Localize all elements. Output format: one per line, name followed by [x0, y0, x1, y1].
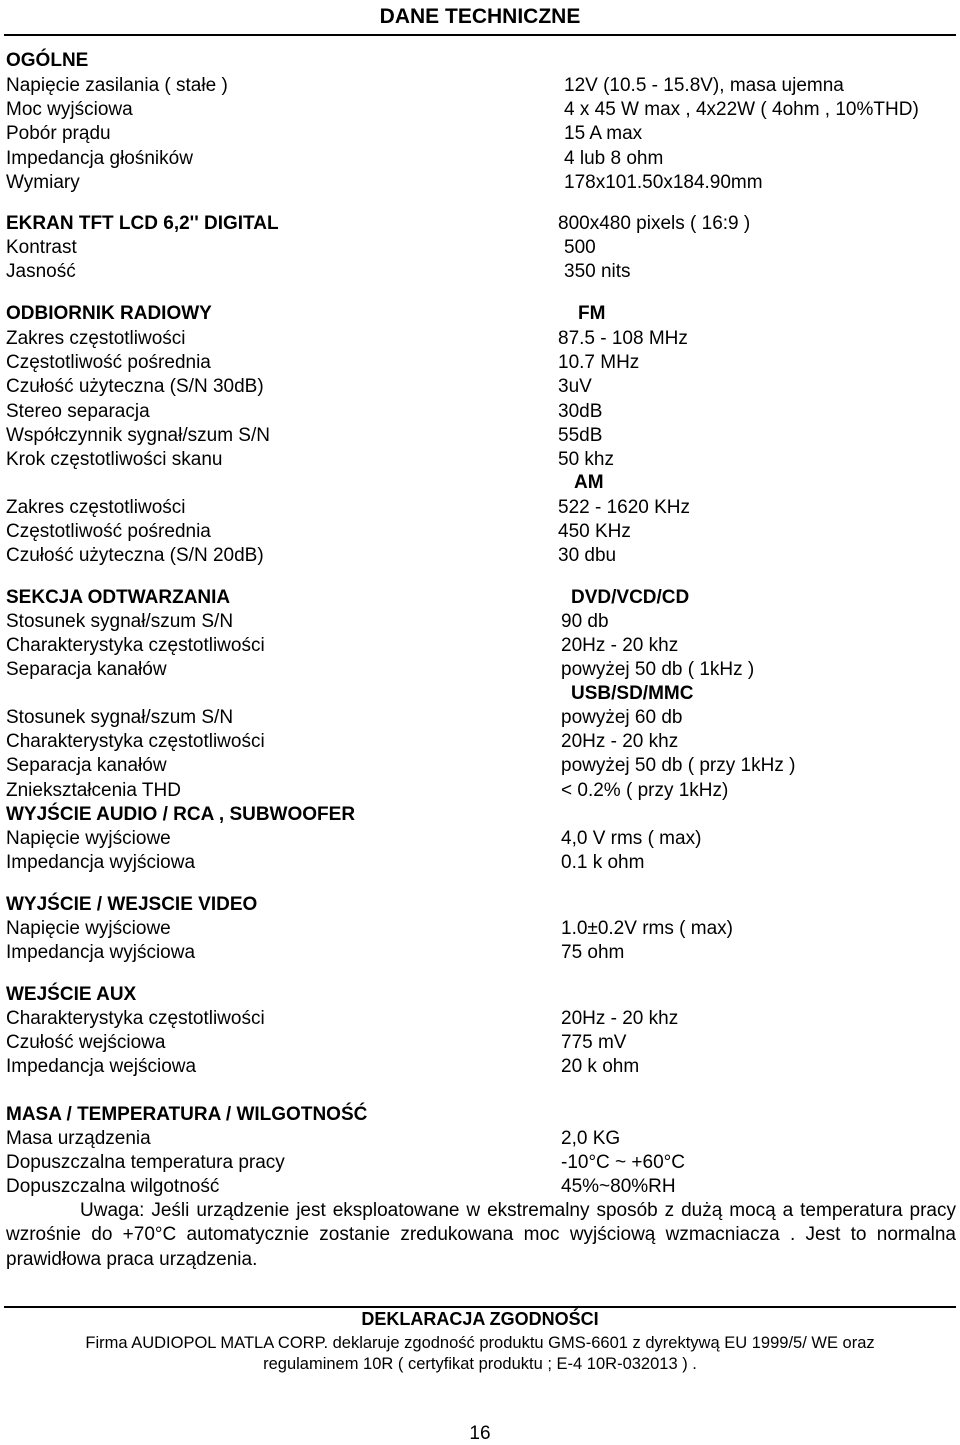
section-heading-label: SEKCJA ODTWARZANIA [6, 587, 231, 608]
spec-value: 0.1 k ohm [561, 852, 645, 874]
spec-label: Częstotliwość pośrednia [6, 521, 211, 543]
section-heading-value: FM [578, 303, 606, 324]
spec-value: 4 lub 8 ohm [564, 147, 664, 169]
spec-label: Charakterystyka częstotliwości [6, 731, 265, 753]
declaration-divider [4, 1306, 956, 1308]
spec-value: 30dB [558, 400, 603, 422]
subsection-heading-value: AM [574, 472, 604, 493]
spec-label: Stosunek sygnał/szum S/N [6, 707, 234, 728]
spec-label: Charakterystyka częstotliwości [6, 635, 265, 657]
declaration-title: DEKLARACJA ZGODNOŚCI [361, 1309, 599, 1329]
spec-label: Dopuszczalna temperatura pracy [6, 1152, 285, 1174]
spec-label: Dopuszczalna wilgotność [6, 1176, 220, 1198]
page-number: 16 [469, 1423, 491, 1444]
spec-label: Stosunek sygnał/szum S/N [6, 611, 234, 632]
spec-label: Częstotliwość pośrednia [6, 352, 211, 374]
section-heading-value: 800x480 pixels ( 16:9 ) [558, 213, 751, 234]
spec-value: 55dB [558, 424, 603, 446]
spec-value: 20Hz - 20 khz [561, 731, 679, 753]
spec-value: 45%~80%RH [561, 1176, 676, 1198]
spec-value: 10.7 MHz [558, 352, 640, 374]
spec-value: 522 - 1620 KHz [558, 497, 691, 518]
spec-label: Napięcie zasilania ( stałe ) [6, 75, 228, 96]
spec-value: 50 khz [558, 449, 614, 470]
spec-label: Czułość użyteczna (S/N 20dB) [6, 545, 264, 567]
section-heading-label: OGÓLNE [6, 50, 89, 71]
spec-value: 775 mV [561, 1032, 627, 1054]
spec-label: Wymiary [6, 171, 80, 193]
spec-value: 178x101.50x184.90mm [564, 171, 763, 193]
spec-value: 12V (10.5 - 15.8V), masa ujemna [564, 75, 844, 96]
spec-label: Impedancja wyjściowa [6, 942, 196, 964]
spec-value: 1.0±0.2V rms ( max) [561, 918, 733, 939]
title-divider [4, 34, 956, 36]
spec-label: Pobór prądu [6, 123, 111, 145]
spec-value: powyżej 50 db ( przy 1kHz ) [561, 755, 796, 777]
spec-label: Zakres częstotliwości [6, 497, 186, 518]
spec-value: powyżej 60 db [561, 707, 683, 728]
spec-label: Zniekształcenia THD [6, 779, 181, 801]
spec-value: 20Hz - 20 khz [561, 635, 679, 657]
section-heading-label: EKRAN TFT LCD 6,2'' DIGITAL [6, 213, 279, 234]
spec-value: 15 A max [564, 123, 643, 145]
warning-note: Uwaga: Jeśli urządzenie jest eksploatowane w ekstremalny sposób z dużą mocą a temperatura pracy wzrośnie do +70°C automatycznie zostanie zredukowana moc wyjściową wzmacniacza . Jest to normalna prawidłowa praca urządzenia. [6, 1200, 956, 1270]
spec-label: Współczynnik sygnał/szum S/N [6, 424, 270, 446]
spec-value: 350 nits [564, 261, 631, 283]
spec-label: Napięcie wyjściowe [6, 918, 171, 939]
spec-value: 4,0 V rms ( max) [561, 828, 702, 849]
declaration-line-2: regulaminem 10R ( certyfikat produktu ; E-4 10R-032013 ) . [263, 1355, 697, 1373]
section-heading-value: DVD/VCD/CD [571, 587, 690, 608]
spec-value: 2,0 KG [561, 1128, 621, 1149]
spec-label: Impedancja głośników [6, 147, 193, 169]
section-heading-label: MASA / TEMPERATURA / WILGOTNOŚĆ [6, 1104, 368, 1125]
spec-value: 20 k ohm [561, 1056, 640, 1078]
subsection-heading-value: USB/SD/MMC [571, 683, 694, 704]
section-heading-label: ODBIORNIK RADIOWY [6, 303, 212, 324]
spec-label: Czułość wejściowa [6, 1032, 166, 1054]
spec-value: 450 KHz [558, 521, 631, 543]
spec-label: Moc wyjściowa [6, 99, 133, 121]
spec-value: 4 x 45 W max , 4x22W ( 4ohm , 10%THD) [564, 99, 919, 121]
spec-value: 3uV [558, 376, 592, 398]
spec-label: Charakterystyka częstotliwości [6, 1008, 265, 1029]
spec-label: Stereo separacja [6, 400, 150, 422]
spec-label: Kontrast [6, 237, 77, 258]
spec-value: -10°C ~ +60°C [561, 1152, 685, 1174]
spec-value: 90 db [561, 611, 609, 632]
spec-label: Masa urządzenia [6, 1128, 151, 1149]
spec-value: powyżej 50 db ( 1kHz ) [561, 659, 755, 681]
spec-value: < 0.2% ( przy 1kHz) [561, 779, 729, 801]
spec-value: 20Hz - 20 khz [561, 1008, 679, 1029]
spec-label: Jasność [6, 261, 76, 283]
declaration-line-1: Firma AUDIOPOL MATLA CORP. deklaruje zgodność produktu GMS-6601 z dyrektywą EU 1999/5/ WE oraz [85, 1334, 875, 1352]
section-heading-label: WYJŚCIE AUDIO / RCA , SUBWOOFER [6, 804, 356, 825]
section-heading-label: WEJŚCIE AUX [6, 984, 137, 1005]
spec-label: Napięcie wyjściowe [6, 828, 171, 849]
spec-label: Separacja kanałów [6, 755, 167, 777]
section-heading-label: WYJŚCIE / WEJSCIE VIDEO [6, 894, 258, 915]
spec-value: 30 dbu [558, 545, 617, 567]
spec-value: 500 [564, 237, 596, 258]
spec-value: 75 ohm [561, 942, 625, 964]
spec-value: 87.5 - 108 MHz [558, 328, 688, 349]
spec-label: Czułość użyteczna (S/N 30dB) [6, 376, 264, 398]
page-title: DANE TECHNICZNE [379, 5, 581, 28]
spec-label: Impedancja wyjściowa [6, 852, 196, 874]
spec-label: Separacja kanałów [6, 659, 167, 681]
spec-label: Krok częstotliwości skanu [6, 449, 223, 470]
spec-label: Impedancja wejściowa [6, 1056, 197, 1078]
spec-label: Zakres częstotliwości [6, 328, 186, 349]
